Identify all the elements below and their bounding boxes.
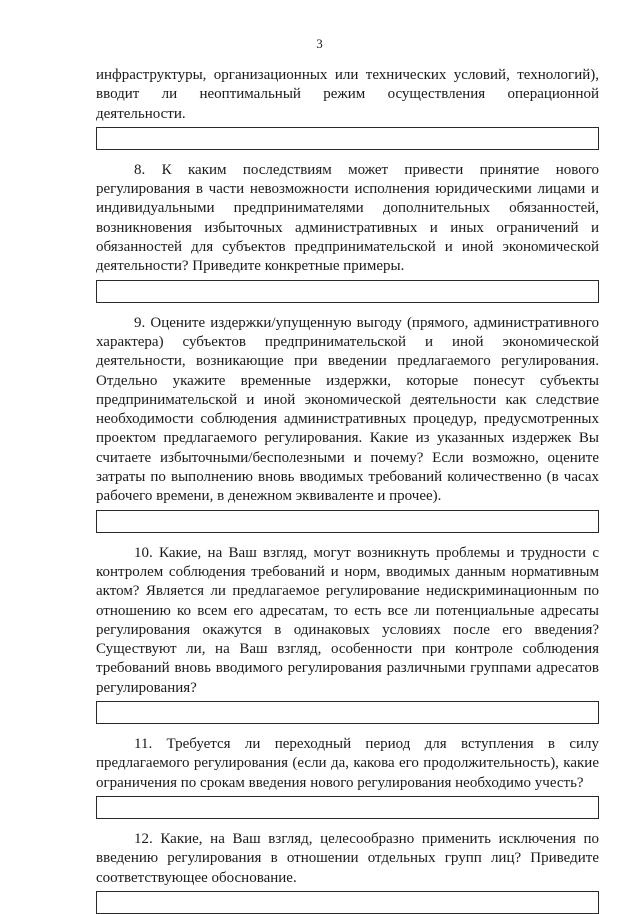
answer-field[interactable] bbox=[96, 510, 599, 533]
question-text: 12. Какие, на Ваш взгляд, целесообразно применить исключения по введению регулирования в отношении отдельных групп лиц? Приведите соответствующее обоснование. bbox=[96, 830, 599, 886]
question-text: 8. К каким последствиям может привести принятие нового регулирования в части невозможности исполнения юридическими лицами и индивидуальными предпринимателями дополнительных обязанностей, возникновения избыточных административных и иных ограничений и обязанностей для субъектов предпринимательской и иной экономической деятельности? Приведите конкретные примеры. bbox=[96, 161, 599, 275]
answer-field[interactable] bbox=[96, 796, 599, 819]
question-text: 11. Требуется ли переходный период для вступления в силу предлагаемого регулирования (если да, какова его продолжительность), какие ограничения по срокам введения нового регулирования необходимо учесть? bbox=[96, 736, 599, 791]
answer-field[interactable] bbox=[96, 891, 599, 914]
question-text: инфраструктуры, организационных или технических условий, технологий), вводит ли неоптимальный режим осуществления операционной деятельности. bbox=[96, 67, 599, 122]
answer-field[interactable] bbox=[96, 127, 599, 150]
questionnaire-body bbox=[96, 66, 599, 914]
question-block-11 bbox=[96, 735, 599, 819]
question-block-12 bbox=[96, 830, 599, 914]
page-number: 3 bbox=[316, 36, 323, 51]
answer-field[interactable] bbox=[96, 701, 599, 724]
question-text: 10. Какие, на Ваш взгляд, могут возникнуть проблемы и трудности с контролем соблюдения требований и норм, вводимых данным нормативным актом? Является ли предлагаемое регулирование недискриминационным по отношению ко всем его адресатам, то есть все ли потенциальные адресаты регулирования окажутся в одинаковых условиях после его введения? Существуют ли, на Ваш взгляд, особенности при контроле соблюдения требований вновь вводимого регулирования различными группами адресатов регулирования? bbox=[96, 544, 599, 696]
question-block-9 bbox=[96, 314, 599, 533]
question-text: 9. Оцените издержки/упущенную выгоду (прямого, административного характера) субъектов предпринимательской и иной экономической деятельности, возникающие при введении предлагаемого регулирования. Отдельно укажите временные издержки, которые понесут субъекты предпринимательской и иной экономической деятельности как следствие необходимости соблюдения административных процедур, предусмотренных проектом предлагаемого регулирования. Какие из указанных издержек Вы считаете избыточными/бесполезными и почему? Если возможно, оцените затраты по выполнению вновь вводимых требований количественно (в часах рабочего времени, в денежном эквиваленте и прочее). bbox=[96, 314, 599, 505]
question-block-10 bbox=[96, 544, 599, 724]
answer-field[interactable] bbox=[96, 280, 599, 303]
question-block-8 bbox=[96, 161, 599, 303]
question-block-7-continued bbox=[96, 66, 599, 150]
